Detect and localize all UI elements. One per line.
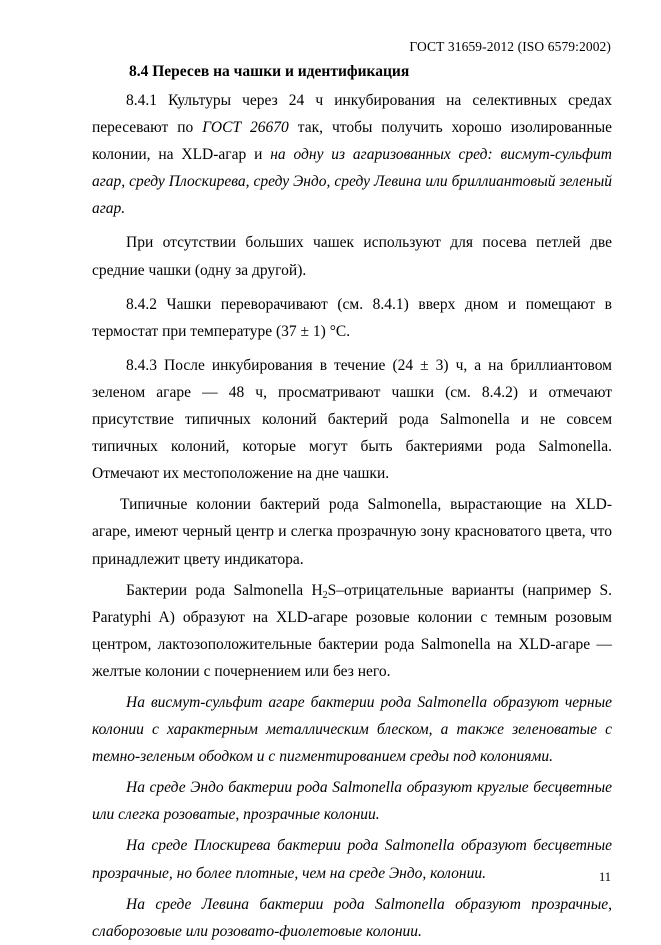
standard-reference: ГОСТ 26670	[202, 119, 289, 137]
paragraph-h2s-negative	[92, 577, 612, 685]
italic-text: На среде Плоскирева бактерии рода Salmonella образуют бесцветные прозрачные, но более плотные, чем на среде Эндо, колонии.	[92, 837, 612, 882]
paragraph-ploskirev	[92, 832, 612, 886]
italic-text: На среде Эндо бактерии рода Salmonella образуют круглые бесцветные или слегка розоватые, прозрачные колонии.	[92, 779, 612, 824]
paragraph-8-4-1	[92, 87, 612, 222]
italic-text: На среде Левина бактерии рода Salmonella образуют прозрачные, слаборозовые или розовато-фиолетовые колонии.	[92, 895, 612, 940]
paragraph-text: 8.4.1 Культуры через 24 ч инкубирования на селективных средах пересевают по	[92, 92, 612, 137]
paragraph-small-plates: При отсутствии больших чашек используют для посева петлей две средние чашки (одну за другой).	[92, 234, 612, 279]
italic-media-list: на одну из агаризованных сред: висмут-сульфит агар, среду Плоскирева, среду Эндо, среду Левина или бриллиантовый зеленый агар.	[92, 146, 612, 218]
paragraph-text: Бактерии рода Salmonella H	[126, 581, 323, 599]
italic-text: На висмут-сульфит агаре бактерии рода Salmonella образуют черные колонии с характерным металлическим блеском, а также зеленоватые с темно-зеленым ободком и с пигментированием среды под колониями.	[92, 693, 612, 766]
paragraph-bismuth-sulfite	[92, 689, 612, 770]
paragraph-8-4-3: 8.4.3 После инкубирования в течение (24 ± 3) ч, а на бриллиантовом зеленом агаре — 48 ч, просматривают чашки (см. 8.4.2) и отмечают присутствие типичных колоний бактерий рода Salmonella и не совсем типичных колоний, которые могут быть бактериями рода Salmonella. Отмечают их местоположение на дне чашки.	[92, 356, 612, 483]
paragraph-typical-colonies-xld: Типичные колонии бактерий рода Salmonella, вырастающие на XLD-агаре, имеют черный центр и слегка прозрачную зону красноватого цвета, что принадлежит цвету индикатора.	[92, 496, 612, 568]
section-heading: 8.4 Пересев на чашки и идентификация	[129, 63, 410, 80]
document-body	[92, 87, 612, 945]
standard-header: ГОСТ 31659-2012 (ISO 6579:2002)	[409, 39, 611, 54]
paragraph-levine	[92, 891, 612, 945]
paragraph-8-4-2: 8.4.2 Чашки переворачивают (см. 8.4.1) вверх дном и помещают в термостат при температуре (37 ± 1) °С.	[92, 295, 612, 340]
page-number: 11	[598, 870, 611, 884]
paragraph-text: S–отрицательные варианты (например S. Paratyphi A) образуют на XLD-агаре розовые колонии с темным розовым центром, лактозоположительные бактерии рода Salmonella на XLD-агаре — желтые колонии с почернением или без него.	[92, 581, 612, 680]
subscript-2: 2	[322, 589, 328, 601]
paragraph-endo	[92, 774, 612, 828]
paragraph-text: так, чтобы получить хорошо изолированные колонии, на XLD-агар и	[92, 119, 613, 164]
